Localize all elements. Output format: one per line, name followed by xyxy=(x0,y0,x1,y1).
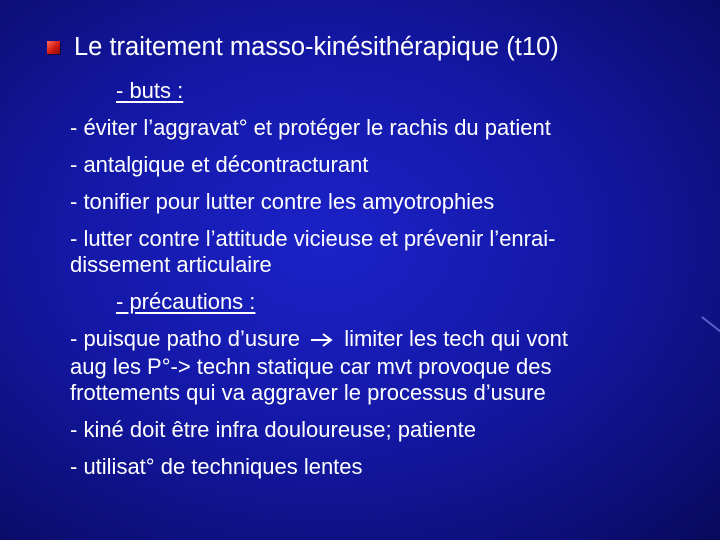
slide-body xyxy=(70,78,710,480)
buts-item: - lutter contre l’attitude vicieuse et prévenir l’enrai- xyxy=(70,226,556,251)
precautions-item: - utilisat° de techniques lentes xyxy=(70,454,363,479)
buts-item: - antalgique et décontracturant xyxy=(70,152,369,177)
buts-item: - tonifier pour lutter contre les amyotrophies xyxy=(70,189,495,214)
square-bullet-icon xyxy=(47,41,60,54)
right-arrow-icon xyxy=(310,328,334,354)
precautions-item-text: - puisque patho d’usure xyxy=(70,326,300,351)
precautions-heading: - précautions : xyxy=(116,289,256,314)
precautions-item-continued: frottements qui va aggraver le processus d’usure xyxy=(70,380,546,405)
title-row xyxy=(47,32,559,62)
precautions-item: - kiné doit être infra douloureuse; patiente xyxy=(70,417,477,442)
precautions-item-continued: aug les P°-> techn statique car mvt provoque des xyxy=(70,354,552,379)
precautions-item xyxy=(70,326,710,354)
buts-item-continued: dissement articulaire xyxy=(70,252,272,277)
precautions-item-text: limiter les tech qui vont xyxy=(344,326,568,351)
buts-item: - éviter l’aggravat° et protéger le rachis du patient xyxy=(70,115,551,140)
buts-heading: - buts : xyxy=(116,78,184,103)
slide-title: Le traitement masso-kinésithérapique (t10) xyxy=(74,33,559,61)
